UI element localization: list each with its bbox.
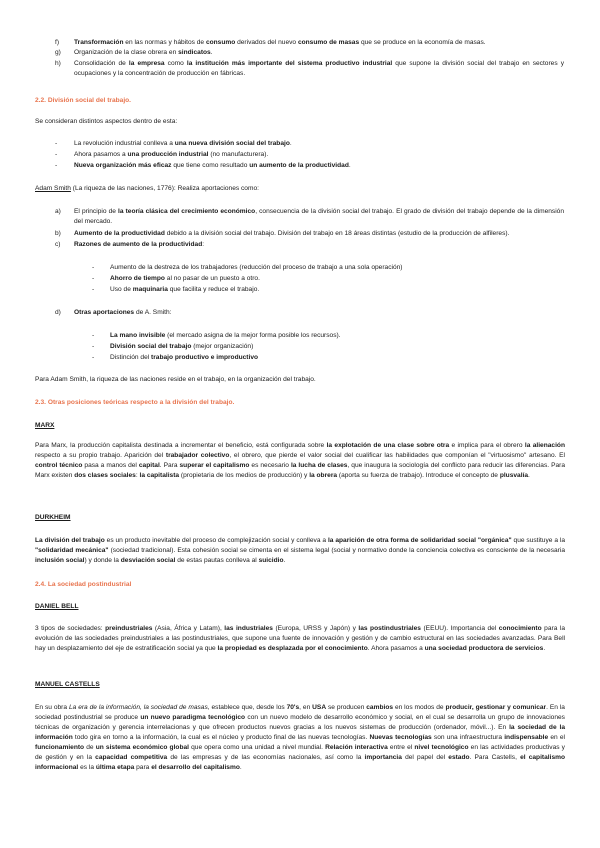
text-run: :	[202, 241, 205, 248]
text-run: , el obrero, que pierde el valor social del cualificar las habilidades que componían el "virtuosismo" artesano. El	[229, 452, 565, 459]
text-run: de estas pautas conlleva al	[175, 557, 259, 564]
text-run: (el mercado asigna de la mejor forma posible los recursos).	[165, 332, 341, 339]
text-run: del papel del	[401, 754, 449, 761]
text-run: (La riqueza de las naciones, 1776): Realiza aportaciones como:	[70, 185, 259, 192]
list-item	[110, 274, 570, 284]
bold-text: Otras aportaciones	[74, 309, 135, 316]
subheading: MANUEL CASTELLS	[35, 681, 100, 688]
bold-text: consumo	[205, 39, 236, 46]
subheading: DANIEL BELL	[35, 603, 79, 610]
paragraph	[35, 703, 565, 773]
text-run: Ahora pasamos a	[74, 151, 128, 158]
text-run: . En la sociedad postindustrial se produce	[35, 704, 565, 721]
text-run: es necesario	[249, 462, 291, 469]
text-run: La revolución industrial conlleva a	[74, 140, 175, 147]
section-heading: 2.4. La sociedad postindustrial	[35, 581, 132, 588]
bold-text: la aparición de otra forma de solidaridad social "orgánica"	[327, 537, 512, 544]
section-heading: 2.3. Otras posiciones teóricas respecto a la división del trabajo.	[35, 399, 235, 406]
text-run: debido a la división social del trabajo. División del trabajo en 18 áreas distintas (estudio de la producción de alfileres).	[164, 230, 510, 237]
text-run: al no pasar de un puesto a otro.	[164, 275, 260, 282]
bold-text: superar el capitalismo	[179, 462, 250, 469]
text-run: en el	[548, 734, 565, 741]
italic-text: La era de la información, la sociedad de masas	[68, 704, 208, 711]
text-run: (Asia, África y Latam),	[152, 625, 225, 632]
bold-text: cambios	[366, 704, 394, 711]
bullet-dash: -	[92, 275, 95, 282]
text-run: . Para	[159, 462, 180, 469]
bold-text: producir, gestionar y comunicar	[445, 704, 547, 711]
text-run: , establece que, desde los	[207, 704, 287, 711]
bullet-dash: -	[55, 140, 58, 147]
text-run: :	[135, 472, 140, 479]
text-run: (EEUU). Importancia del	[420, 625, 499, 632]
text-run: , consecuencia de la división social del trabajo. El grado de división del trabajo depende de la dimensión del mercado.	[74, 208, 565, 225]
paragraph	[35, 536, 565, 566]
text-run: (aporta su fuerza de trabajo). Introduce el concepto de	[337, 472, 500, 479]
list-marker: h)	[55, 60, 61, 67]
list-item	[110, 285, 570, 295]
list-marker: d)	[55, 309, 61, 316]
text-run: para la evolución de las sociedades preindustriales a las postindustriales, que supone una fuente de innovación y gestión y de cambio estructural en las sociedades avanzadas. Para Bell hay un desplazamiento del eje de estratificación social ya que	[35, 625, 566, 652]
text-run: son una infraestructura	[431, 734, 505, 741]
bold-text: Relación interactiva	[325, 744, 388, 751]
list-item	[74, 308, 564, 318]
bold-text: un nuevo paradigma tecnológico	[140, 714, 246, 721]
text-run: de A. Smith:	[134, 309, 172, 316]
bold-text: La división del trabajo	[35, 537, 105, 544]
list-item	[74, 207, 564, 227]
bold-text: estado	[448, 754, 470, 761]
bold-text: un aumento de la productividad	[249, 162, 349, 169]
bold-text: una nueva división social del trabajo	[174, 140, 290, 147]
text-run: Aumento de la destreza de los trabajadores (reducción del proceso de trabajo a una sola operación)	[110, 264, 403, 271]
bold-text: trabajo productivo e improductivo	[151, 354, 259, 361]
text-run: (propietaria de los medios de producción) y	[179, 472, 310, 479]
list-item	[74, 139, 564, 149]
list-item	[110, 353, 570, 363]
text-run: que facilita y reduce el trabajo.	[167, 286, 260, 293]
text-run: que opera como una unidad a nivel mundial.	[188, 744, 326, 751]
text-run: que sustituye a la	[511, 537, 566, 544]
bold-text: la obrera	[309, 472, 338, 479]
text-run: derivados del nuevo	[235, 39, 298, 46]
list-marker: a)	[55, 208, 61, 215]
bold-text: la lucha de clases	[290, 462, 348, 469]
bold-text: la explotación de una clase sobre otra	[326, 442, 450, 449]
bold-text: la sociedad de la información	[35, 724, 565, 741]
list-item	[74, 161, 564, 171]
list-marker: g)	[55, 49, 61, 56]
bullet-dash: -	[55, 162, 58, 169]
bold-text: capital	[138, 462, 160, 469]
bullet-dash: -	[92, 343, 95, 350]
bold-text: el desarrollo del capitalismo	[151, 764, 240, 771]
text-run: (sociedad tradicional). Esta cohesión social se cimenta en el sistema legal (social y normativo donde la conciencia colectiva es consciente de la necesaria	[108, 547, 565, 554]
text-run: respecto a su propio trabajo. Aparición del	[35, 452, 166, 459]
subheading: MARX	[35, 422, 55, 429]
bold-text: la capitalista	[139, 472, 180, 479]
bold-text: las postindustriales	[358, 625, 421, 632]
text-run: Uso de	[110, 286, 133, 293]
bullet-dash: -	[92, 354, 95, 361]
bullet-dash: -	[92, 286, 95, 293]
text-run: (Europa, URSS y Japón) y	[272, 625, 359, 632]
bold-text: Razones de aumento de la productividad	[74, 241, 203, 248]
list-item	[74, 38, 564, 48]
bold-text: Aumento de la productividad	[74, 230, 165, 237]
text-run: , que inaugura la sociología del conflicto para reducir las diferencias. Para Marx existen	[35, 462, 566, 479]
text-run: en las actividades productivas y de gestión y en la	[35, 744, 565, 761]
bold-text: sindicatos	[178, 49, 211, 56]
subheading: DURKHEIM	[35, 514, 71, 521]
bold-text: División social del trabajo	[110, 343, 192, 350]
bold-text: maquinaria	[132, 286, 168, 293]
bullet-dash: -	[55, 151, 58, 158]
text-run: Para Marx, la producción capitalista destinada a incrementar el beneficio, está configurada sobre	[35, 442, 327, 449]
bullet-dash: -	[92, 332, 95, 339]
bold-text: la propiedad es desplazada por el conocimiento	[217, 645, 368, 652]
text-run: e implica para el obrero	[449, 442, 525, 449]
text-run: (mejor organización)	[191, 343, 254, 350]
text-run: En su obra	[35, 704, 69, 711]
bold-text: Transformación	[74, 39, 124, 46]
list-marker: b)	[55, 230, 61, 237]
bold-text: dos clases sociales	[74, 472, 136, 479]
list-item	[110, 342, 570, 352]
bold-text: trabajador colectivo	[165, 452, 230, 459]
text-run: se producen	[326, 704, 367, 711]
bold-text: indispensable	[504, 734, 549, 741]
list-item	[110, 263, 570, 273]
bold-text: la teoría clásica del crecimiento económico	[118, 208, 256, 215]
list-item	[74, 59, 564, 79]
bold-text: última etapa	[95, 764, 135, 771]
bold-text: la empresa	[128, 60, 165, 67]
text-run: en los modos de	[393, 704, 446, 711]
text-run: que se produce en la economía de masas.	[359, 39, 486, 46]
bold-text: una sociedad productora de servicios	[424, 645, 544, 652]
list-marker: f)	[55, 39, 60, 46]
paragraph	[35, 624, 565, 654]
bold-text: control técnico	[35, 462, 83, 469]
bold-text: consumo de masas	[297, 39, 360, 46]
list-item	[74, 48, 564, 58]
bold-text: la institución más importante del sistema productivo industrial	[186, 60, 393, 67]
text-run: para	[134, 764, 152, 771]
list-item	[74, 150, 564, 160]
text-run: .	[348, 162, 351, 169]
text-run: , en	[299, 704, 313, 711]
text-run: .	[210, 49, 213, 56]
list-item	[74, 240, 564, 250]
list-marker: c)	[55, 241, 61, 248]
bold-text: una producción industrial	[127, 151, 209, 158]
text-run: Organización de la clase obrera en	[74, 49, 179, 56]
bold-text: USA	[312, 704, 327, 711]
text-run: Distinción del	[110, 354, 152, 361]
text-run: en las normas y hábitos de	[123, 39, 206, 46]
bold-text: conocimiento	[498, 625, 542, 632]
bold-text: capacidad competitiva	[95, 754, 168, 761]
text-run: de las empresas y de las economías nacionales, así como la	[167, 754, 365, 761]
text-run: de	[84, 744, 96, 751]
text-run: Consolidación de	[74, 60, 129, 67]
bold-text: suicidio	[258, 557, 284, 564]
paragraph: Para Adam Smith, la riqueza de las naciones reside en el trabajo, en la organización del trabajo.	[35, 376, 316, 383]
text-run: .	[543, 645, 546, 652]
bold-text: Ahorro de tiempo	[110, 275, 165, 282]
underlined-text: Adam Smith	[35, 185, 71, 192]
bold-text: Nuevas tecnologías	[369, 734, 432, 741]
text-run: es la	[78, 764, 96, 771]
list-item	[74, 229, 574, 239]
paragraph: Se consideran distintos aspectos dentro de esta:	[35, 118, 178, 125]
text-run: .	[283, 557, 286, 564]
bold-text: desviación social	[120, 557, 176, 564]
bold-text: plusvalía	[499, 472, 529, 479]
bold-text: nivel tecnológico	[414, 744, 469, 751]
bold-text: la alienación	[524, 442, 565, 449]
text-run: 3 tipos de sociedades:	[35, 625, 106, 632]
text-run: .	[528, 472, 530, 479]
text-run: entre el	[387, 744, 415, 751]
bold-text: importancia	[364, 754, 402, 761]
text-run: pasa a manos del	[82, 462, 139, 469]
bold-text: el capitalismo informacional	[35, 754, 565, 771]
bold-text: "solidaridad mecánica"	[35, 547, 109, 554]
text-run: con un nuevo modelo de desarrollo económico y social, en el cual se desarrolla un grupo de innovaciones técnicas de organización y gerencia interrelacionas y que ofrecen productos nuevos gracias a los nuevos sistemas de producción (ordenador, móvil...). En	[35, 714, 565, 731]
text-run: como	[164, 60, 187, 67]
text-run: que supone la división social del trabajo en sectores y ocupaciones y la concentración de producción en fábricas.	[74, 60, 564, 77]
bold-text: inclusión social	[35, 557, 85, 564]
text-run: (no manufacturera).	[208, 151, 269, 158]
bold-text: un sistema económico global	[95, 744, 189, 751]
bold-text: las industriales	[224, 625, 273, 632]
text-run: . Para Castells,	[469, 754, 521, 761]
list-item	[110, 331, 570, 341]
text-run: que tiene como resultado	[171, 162, 250, 169]
text-run: .	[239, 764, 242, 771]
text-run: .	[289, 140, 292, 147]
bold-text: La mano invisible	[110, 332, 166, 339]
section-heading: 2.2. División social del trabajo.	[35, 97, 132, 104]
paragraph	[35, 441, 565, 481]
bold-text: Nueva organización más eficaz	[74, 162, 172, 169]
bold-text: preindustriales	[105, 625, 153, 632]
text-run: ) y donde la	[84, 557, 121, 564]
paragraph	[35, 184, 259, 194]
bullet-dash: -	[92, 264, 95, 271]
text-run: El principio de	[74, 208, 118, 215]
bold-text: funcionamiento	[35, 744, 85, 751]
bold-text: 70's	[286, 704, 300, 711]
text-run: es un producto inevitable del proceso de complejización social y conlleva a	[104, 537, 328, 544]
text-run: todo gira en torno a la información, la cual es el núcleo y producto final de las nuevas tecnologías.	[72, 734, 370, 741]
text-run: . Ahora pasamos a	[367, 645, 425, 652]
